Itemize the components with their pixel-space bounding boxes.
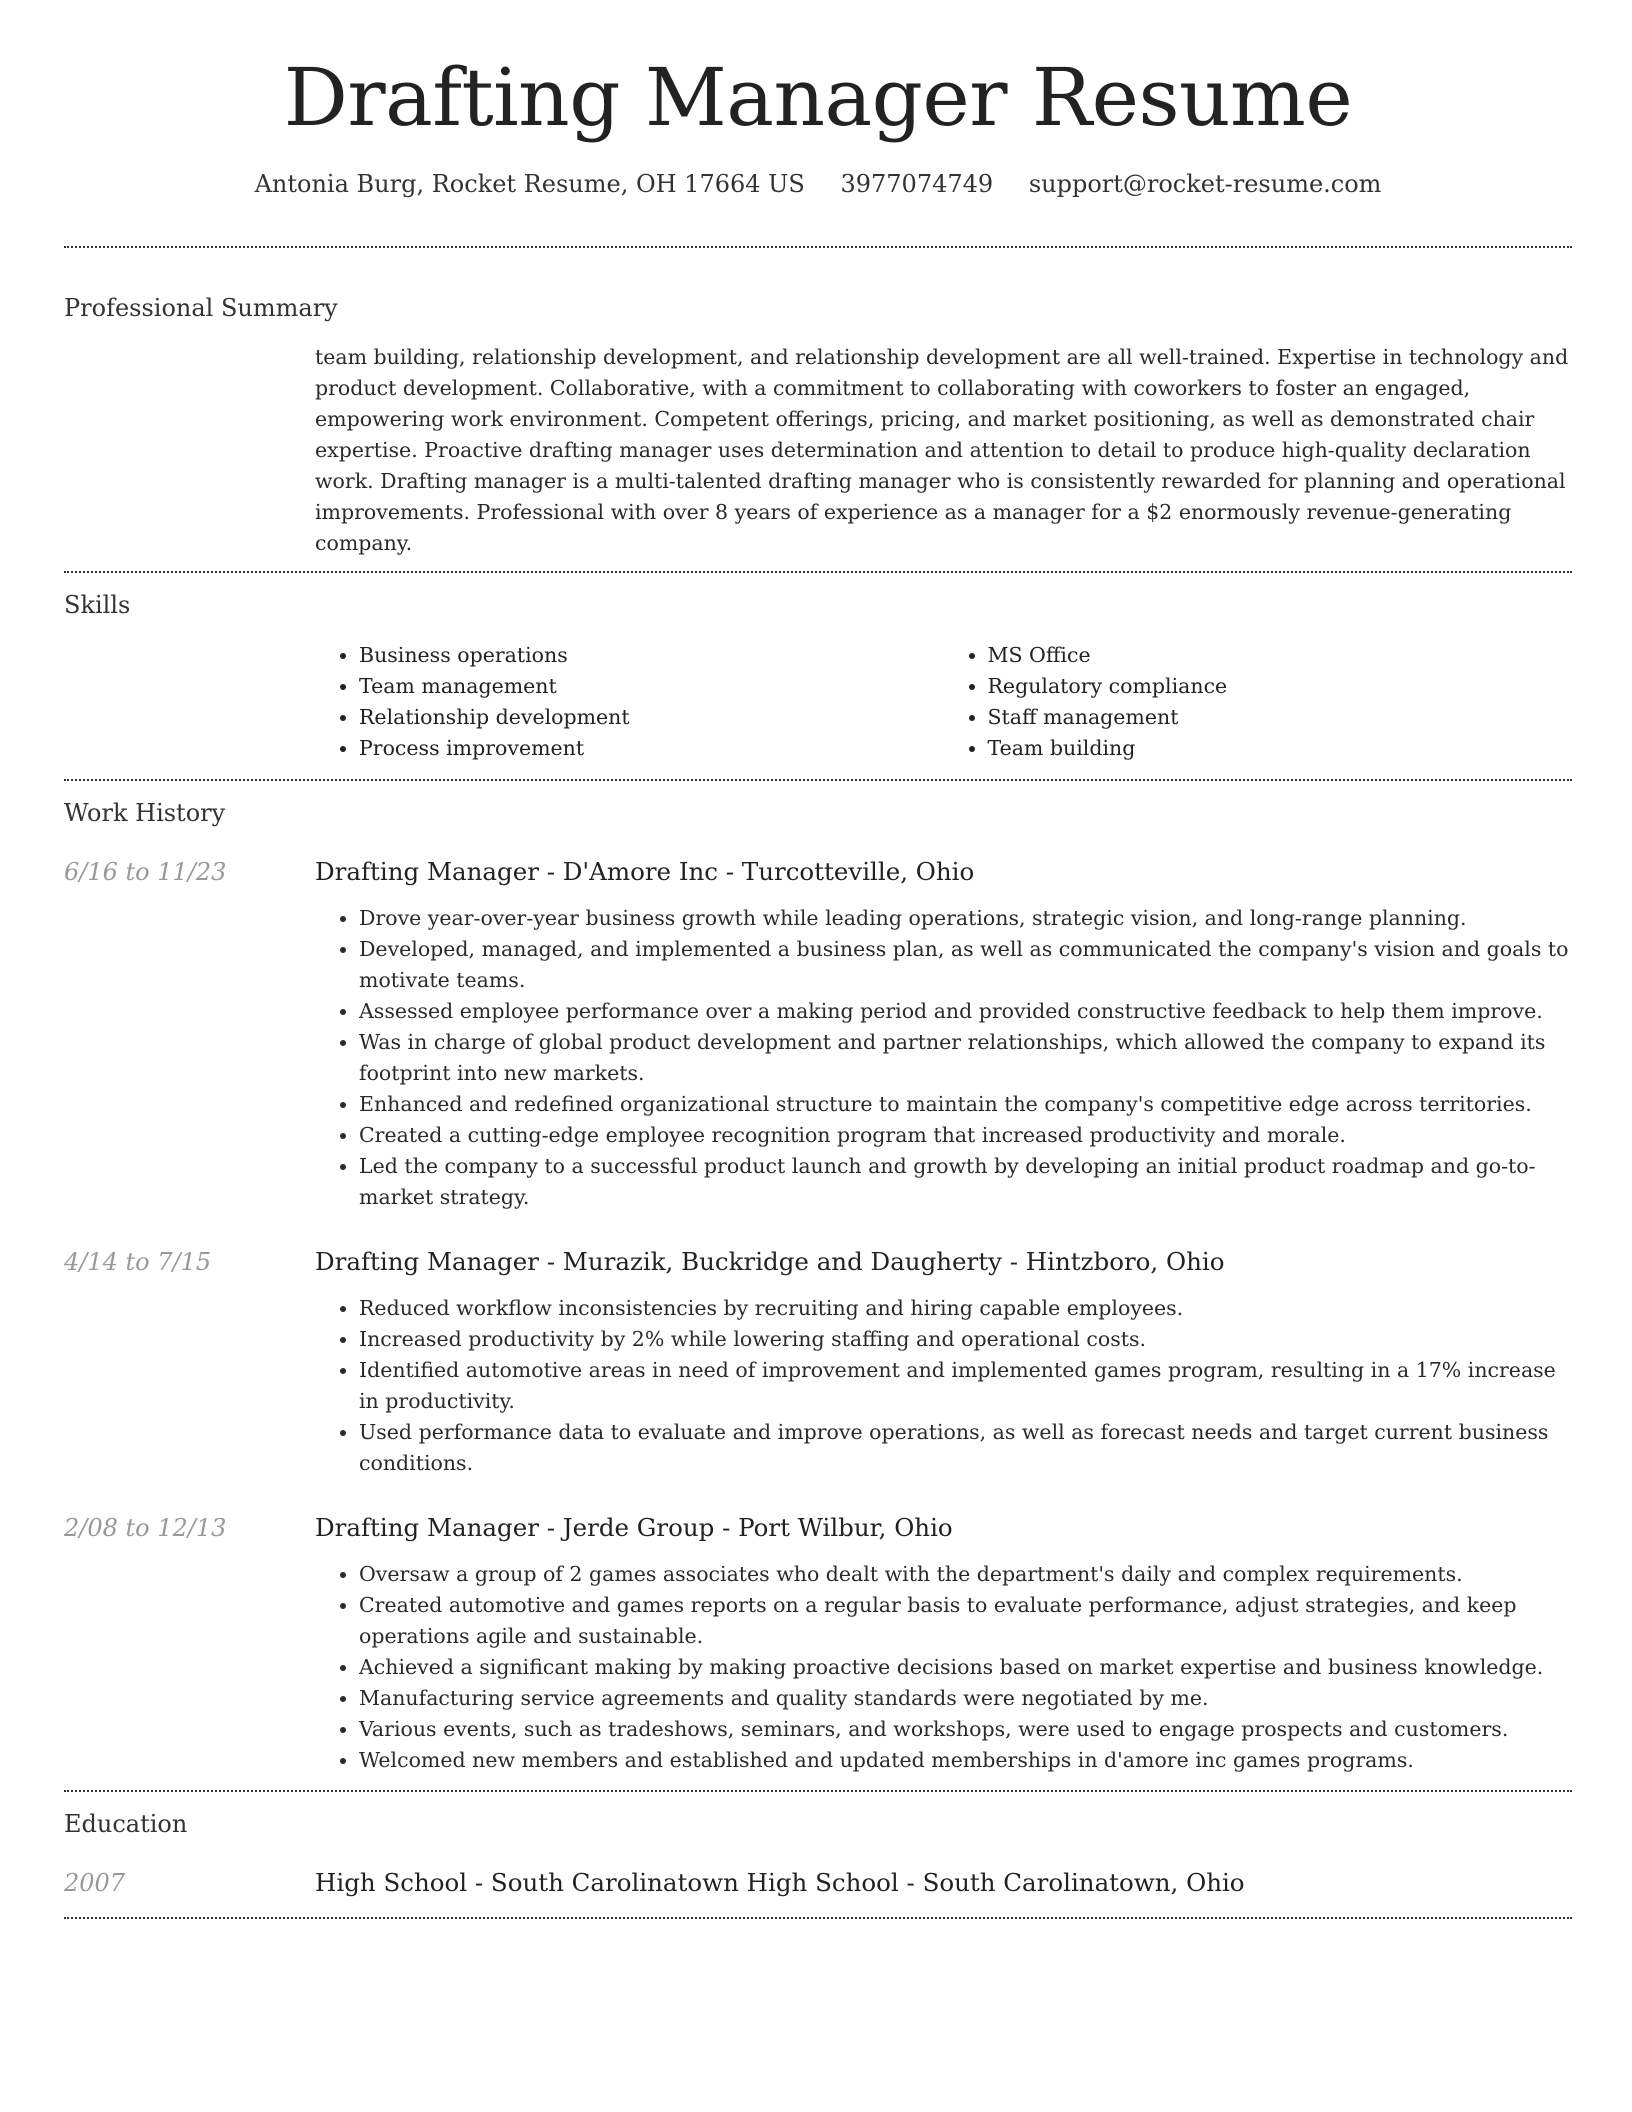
job-header — [64, 857, 1572, 886]
job-bullet: • Created a cutting-edge employee recognition program that increased productivity and morale. — [359, 1120, 1572, 1151]
job-bullet: • Increased productivity by 2% while lowering staffing and operational costs. — [359, 1324, 1572, 1355]
job-bullet: • Was in charge of global product development and partner relationships, which allowed the company to expand its footprint into new markets. — [359, 1027, 1572, 1089]
skill-item: • Team management — [359, 671, 944, 702]
skills-heading: Skills — [64, 591, 131, 619]
job-title: Drafting Manager - Murazik, Buckridge and Daugherty - Hintzboro, Ohio — [315, 1247, 1225, 1276]
job-dates: 4/14 to 7/15 — [64, 1248, 212, 1276]
skills-column-right — [944, 640, 1573, 764]
education-title: High School - South Carolinatown High School - South Carolinatown, Ohio — [315, 1868, 1245, 1897]
education-date: 2007 — [64, 1869, 126, 1897]
skills-column-left — [315, 640, 944, 764]
job-bullet: • Oversaw a group of 2 games associates who dealt with the department's daily and complex requirements. — [359, 1559, 1572, 1590]
job-bullet: • Achieved a significant making by making proactive decisions based on market expertise and business knowledge. — [359, 1652, 1572, 1683]
summary-text: team building, relationship development, and relationship development are all well-trained. Expertise in technology and product development. Collaborative, with a commitment to collaborating with coworkers to foster an engaged, empowering work environment. Competent offerings, pricing, and market positioning, as well as demonstrated chair expertise. Proactive drafting manager uses determination and attention to detail to produce high-quality declaration work. Drafting manager is a multi-talented drafting manager who is consistently rewarded for planning and operational improvements. Professional with over 8 years of experience as a manager for a $2 enormously revenue-generating company. — [315, 345, 1569, 555]
job-bullet-list — [315, 903, 1572, 1213]
divider — [64, 1917, 1572, 1919]
job-bullet: • Manufacturing service agreements and quality standards were negotiated by me. — [359, 1683, 1572, 1714]
skills-list — [315, 640, 1572, 764]
job-bullet-list — [315, 1559, 1572, 1776]
job-bullet: • Led the company to a successful product launch and growth by developing an initial product roadmap and go-to-market strategy. — [359, 1151, 1572, 1213]
education-header — [64, 1868, 1572, 1897]
skill-item: • MS Office — [988, 640, 1573, 671]
page-title: Drafting Manager Resume — [283, 51, 1353, 144]
job-header — [64, 1513, 1572, 1542]
job-bullet: • Developed, managed, and implemented a business plan, as well as communicated the company's vision and goals to motivate teams. — [359, 934, 1572, 996]
divider — [64, 1790, 1572, 1792]
skill-item: • Relationship development — [359, 702, 944, 733]
divider — [64, 571, 1572, 573]
skill-item: • Staff management — [988, 702, 1573, 733]
job-bullets — [315, 1559, 1572, 1776]
summary-heading: Professional Summary — [64, 294, 338, 322]
job-header — [64, 1247, 1572, 1276]
job-dates: 6/16 to 11/23 — [64, 858, 227, 886]
job-entry — [64, 1513, 1572, 1776]
divider — [64, 246, 1572, 248]
job-bullet: • Created automotive and games reports on a regular basis to evaluate performance, adjust strategies, and keep operations agile and sustainable. — [359, 1590, 1572, 1652]
job-bullet-list — [315, 1293, 1572, 1479]
job-bullet: • Enhanced and redefined organizational structure to maintain the company's competitive edge across territories. — [359, 1089, 1572, 1120]
job-title: Drafting Manager - Jerde Group - Port Wilbur, Ohio — [315, 1513, 953, 1542]
education-heading: Education — [64, 1810, 188, 1838]
job-bullet: • Various events, such as tradeshows, seminars, and workshops, were used to engage prospects and customers. — [359, 1714, 1572, 1745]
job-dates: 2/08 to 12/13 — [64, 1514, 227, 1542]
job-bullet: • Assessed employee performance over a making period and provided constructive feedback to help them improve. — [359, 996, 1572, 1027]
job-bullet: • Used performance data to evaluate and improve operations, as well as forecast needs and target current business conditions. — [359, 1417, 1572, 1479]
skill-item: • Process improvement — [359, 733, 944, 764]
contact-phone: 3977074749 — [840, 170, 994, 198]
skill-item: • Team building — [988, 733, 1573, 764]
job-bullet: • Reduced workflow inconsistencies by recruiting and hiring capable employees. — [359, 1293, 1572, 1324]
skill-item: • Regulatory compliance — [988, 671, 1573, 702]
job-entry — [64, 1247, 1572, 1479]
contact-line — [64, 172, 1572, 196]
job-bullet: • Welcomed new members and established and updated memberships in d'amore inc games programs. — [359, 1745, 1572, 1776]
resume-page — [64, 0, 1572, 1919]
education-entry — [64, 1868, 1572, 1897]
job-bullets — [315, 1293, 1572, 1479]
divider — [64, 779, 1572, 781]
job-bullet: • Drove year-over-year business growth while leading operations, strategic vision, and long-range planning. — [359, 903, 1572, 934]
contact-address: Antonia Burg, Rocket Resume, OH 17664 US — [254, 170, 805, 198]
job-entry — [64, 857, 1572, 1213]
skill-item: • Business operations — [359, 640, 944, 671]
contact-email: support@rocket-resume.com — [1028, 170, 1382, 198]
work-heading: Work History — [64, 799, 226, 827]
job-bullet: • Identified automotive areas in need of improvement and implemented games program, resulting in a 17% increase in productivity. — [359, 1355, 1572, 1417]
job-bullets — [315, 903, 1572, 1213]
job-title: Drafting Manager - D'Amore Inc - Turcotteville, Ohio — [315, 857, 975, 886]
